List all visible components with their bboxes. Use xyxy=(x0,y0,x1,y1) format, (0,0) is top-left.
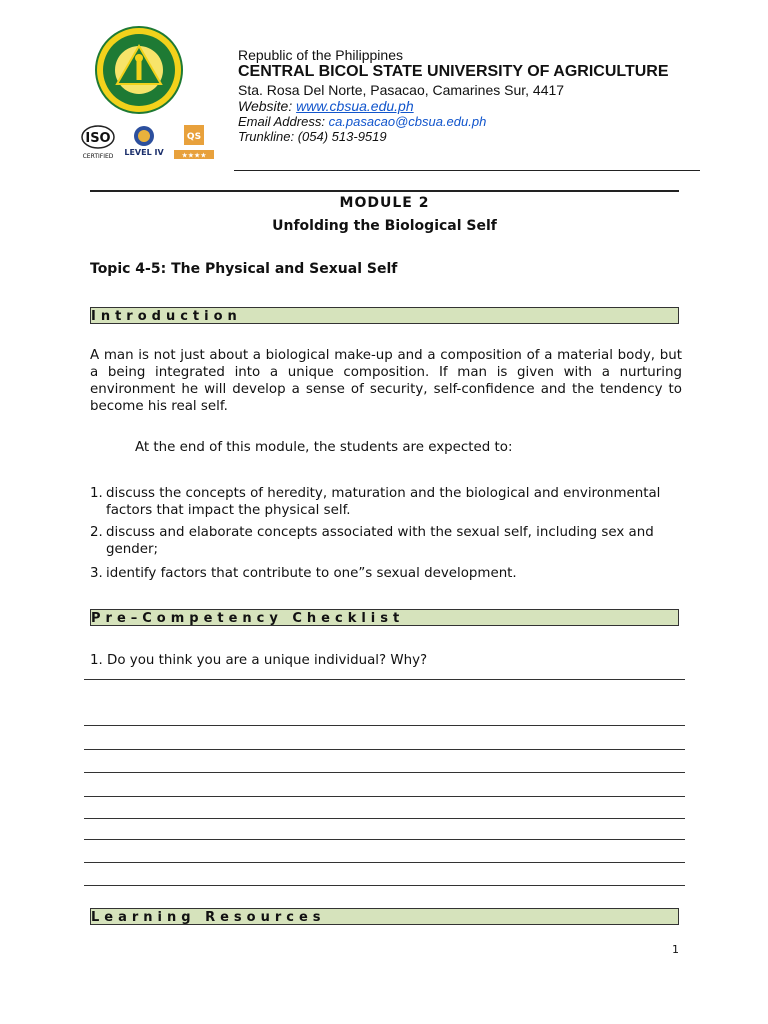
website-line xyxy=(238,98,414,114)
university-seal-logo xyxy=(95,26,183,114)
university-address: Sta. Rosa Del Norte, Pasacao, Camarines Sur, 4417 xyxy=(238,82,565,98)
website-link[interactable]: www.cbsua.edu.ph xyxy=(296,98,414,114)
module-divider xyxy=(90,190,679,192)
answer-line[interactable] xyxy=(84,725,685,726)
republic-label: Republic of the Philippines xyxy=(238,47,403,63)
university-name: CENTRAL BICOL STATE UNIVERSITY OF AGRICULTURE xyxy=(238,63,669,80)
module-title: Unfolding the Biological Self xyxy=(272,218,497,234)
page-number: 1 xyxy=(672,943,679,956)
svg-text:QS: QS xyxy=(186,132,202,142)
expectation-text: At the end of this module, the students are expected to: xyxy=(135,440,513,455)
trunkline: Trunkline: (054) 513-9519 xyxy=(238,129,387,144)
objective-number: 1. xyxy=(90,486,103,501)
answer-line[interactable] xyxy=(84,679,685,680)
objective-item xyxy=(90,524,682,558)
svg-text:ISO: ISO xyxy=(85,131,111,146)
svg-text:CERTIFIED: CERTIFIED xyxy=(82,153,114,160)
introduction-paragraph: A man is not just about a biological make-up and a composition of a material body, but a being integrated into a unique composition. If man is given with a nurturing environment he will develop a sense of security, self-confidence and the tendency to become his real self. xyxy=(90,348,682,414)
objective-item xyxy=(90,485,682,519)
objective-number: 3. xyxy=(90,566,103,581)
answer-line[interactable] xyxy=(84,818,685,819)
level-iv-badge xyxy=(122,124,166,162)
answer-line[interactable] xyxy=(84,796,685,797)
website-label: Website: xyxy=(238,98,297,114)
email-link[interactable]: ca.pasacao@cbsua.edu.ph xyxy=(328,114,487,129)
svg-text:★★★★: ★★★★ xyxy=(181,151,207,160)
checklist-question: 1. Do you think you are a unique individual? Why? xyxy=(90,653,428,668)
learning-resources-section-header: Learning Resources xyxy=(90,908,679,925)
answer-line[interactable] xyxy=(84,862,685,863)
pre-competency-section-header: Pre–Competency Checklist xyxy=(90,609,679,626)
header-divider xyxy=(234,170,700,171)
answer-line[interactable] xyxy=(84,749,685,750)
introduction-section-header: Introduction xyxy=(90,307,679,324)
topic-heading: Topic 4-5: The Physical and Sexual Self xyxy=(90,261,398,277)
answer-line[interactable] xyxy=(84,772,685,773)
svg-text:LEVEL IV: LEVEL IV xyxy=(124,148,164,157)
answer-line[interactable] xyxy=(84,839,685,840)
module-number: MODULE 2 xyxy=(339,195,430,211)
email-label: Email Address: xyxy=(238,114,329,129)
objective-text: discuss and elaborate concepts associated with the sexual self, including sex and gender; xyxy=(106,525,654,557)
objective-text: identify factors that contribute to one”s sexual development. xyxy=(106,566,517,581)
objective-item xyxy=(90,565,682,582)
email-line xyxy=(238,114,486,129)
iso-certified-badge xyxy=(80,124,116,162)
objective-text: discuss the concepts of heredity, maturation and the biological and environmental factors that impact the physical self. xyxy=(106,486,661,518)
objective-number: 2. xyxy=(90,525,103,540)
qs-stars-badge xyxy=(172,124,216,162)
answer-line[interactable] xyxy=(84,885,685,886)
